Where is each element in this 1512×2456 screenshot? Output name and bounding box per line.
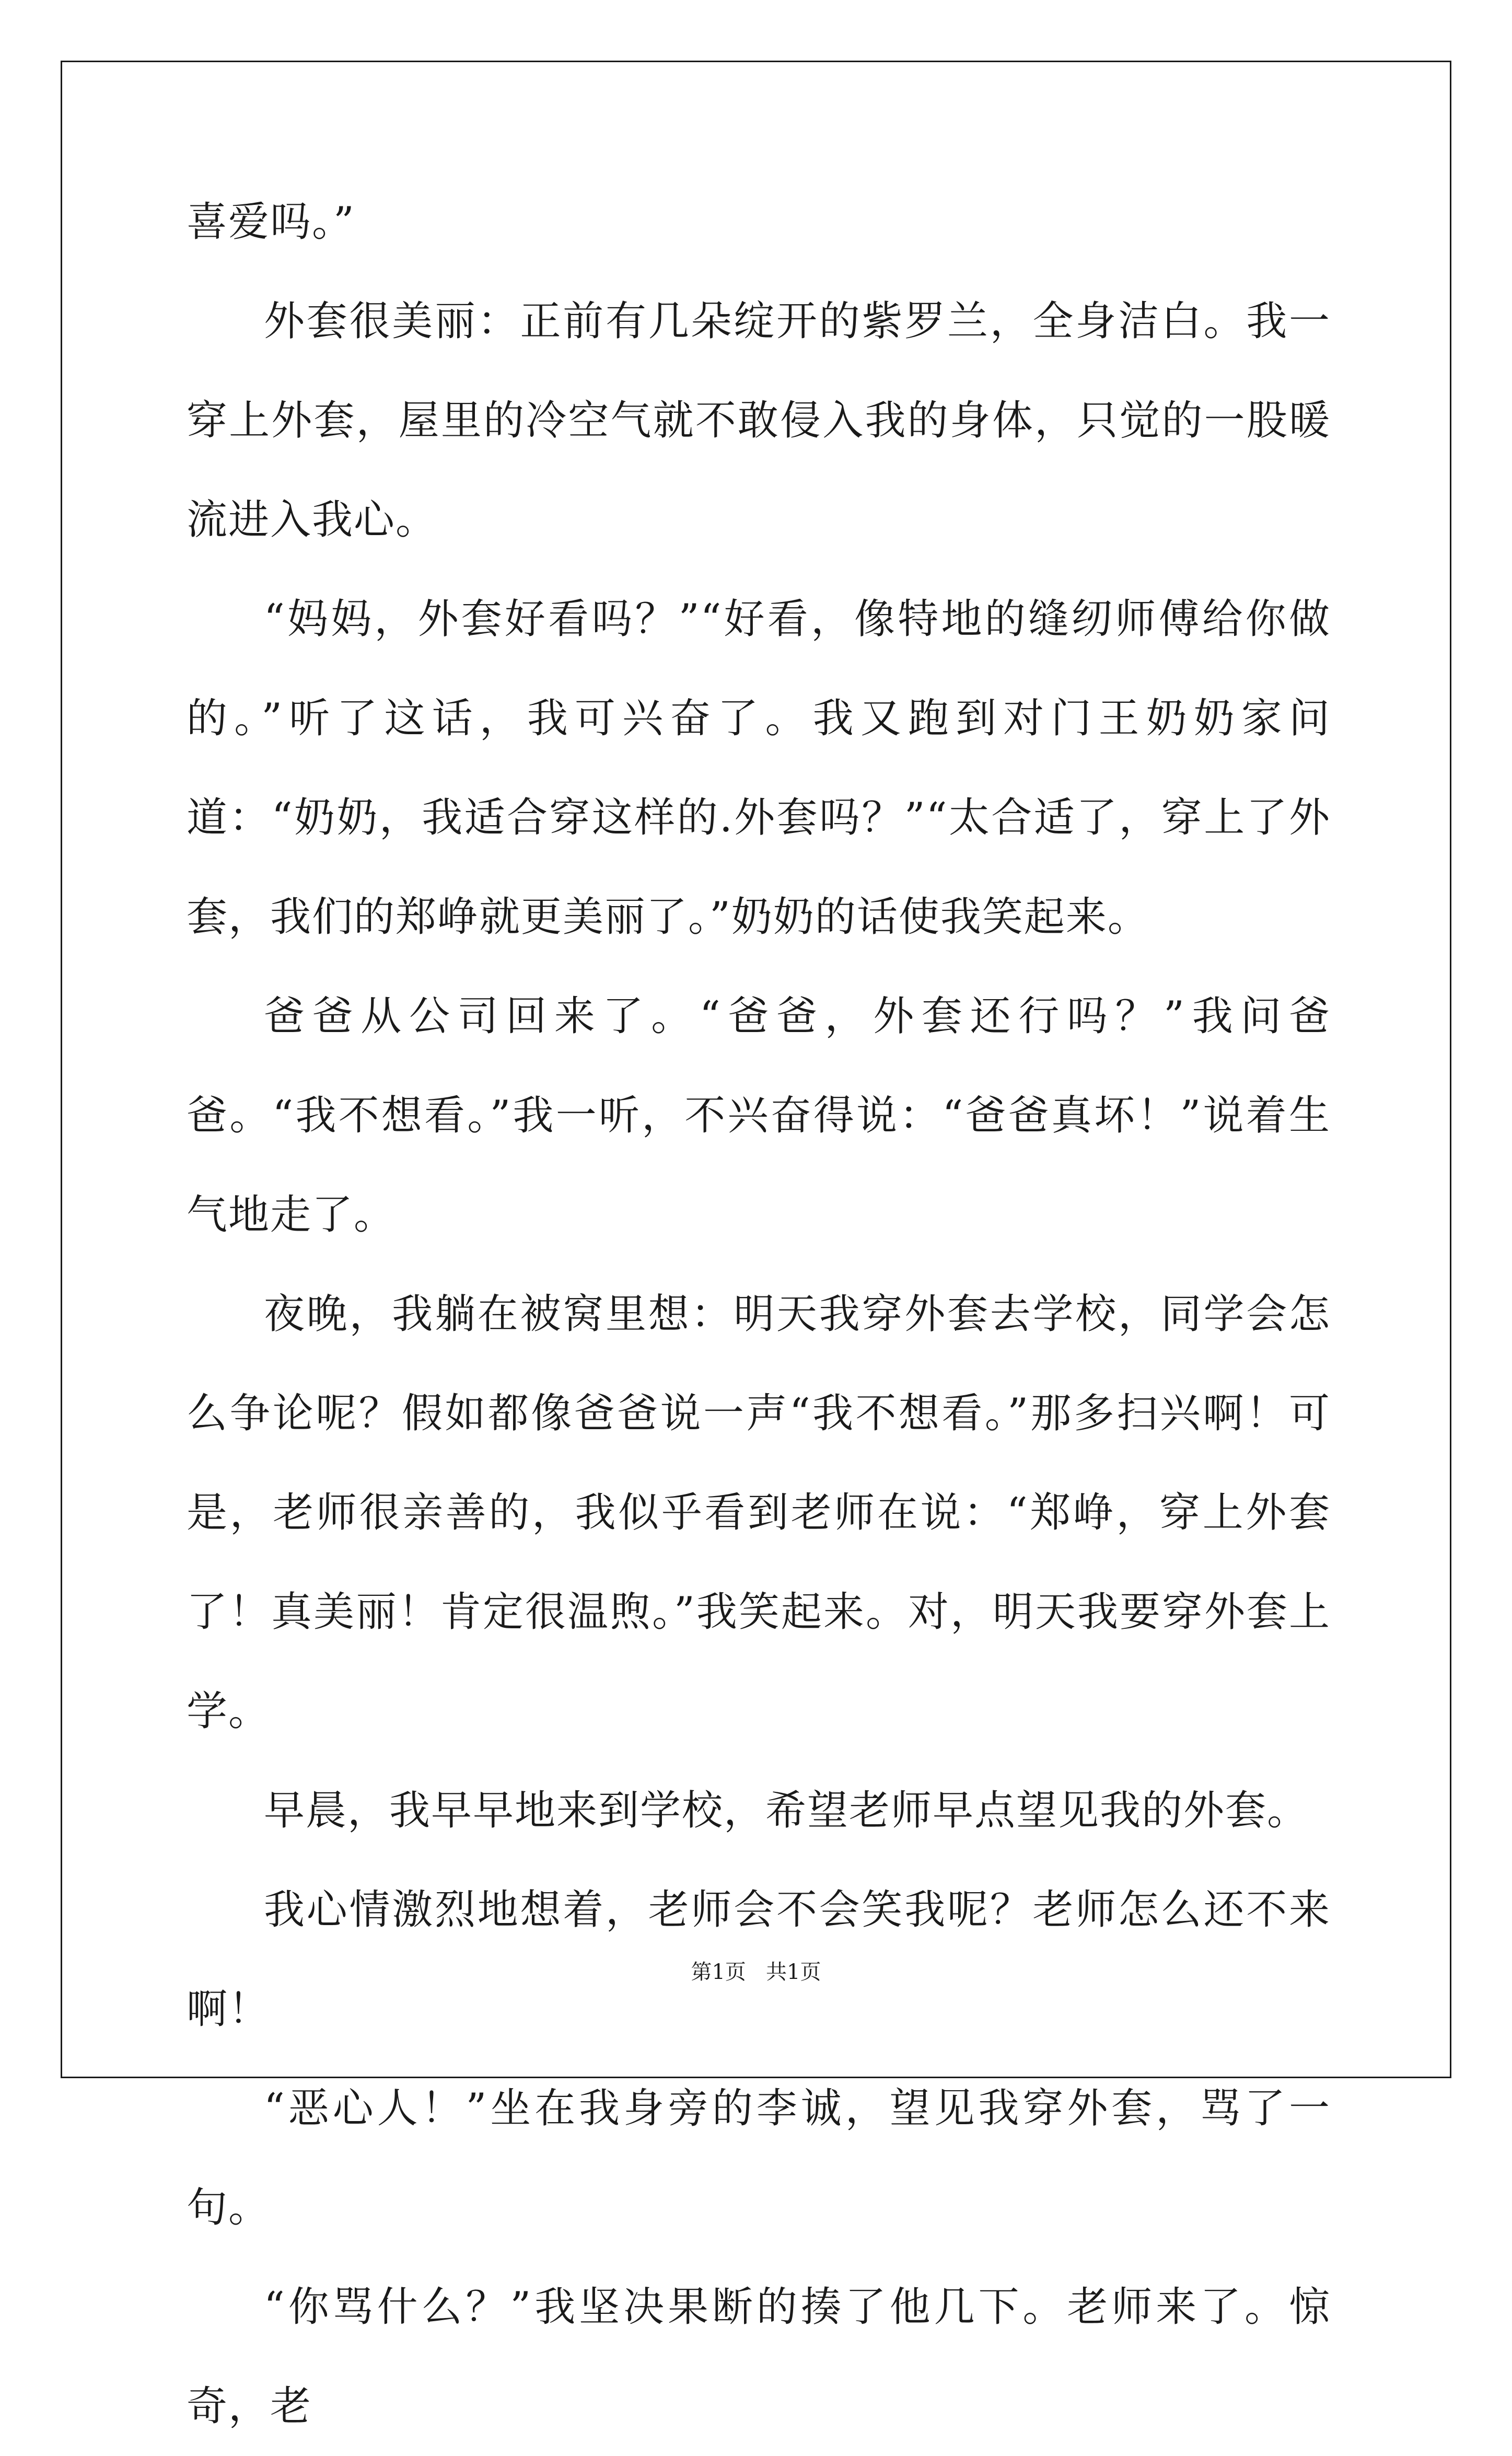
paragraph: 爸爸从公司回来了。“爸爸，外套还行吗？”我问爸爸。“我不想看。”我一听，不兴奋得说：“爸爸真坏！”说着生气地走了。 bbox=[187, 993, 1331, 1238]
document-body bbox=[187, 172, 1331, 2456]
paragraph: “恶心人！”坐在我身旁的李诚，望见我穿外套，骂了一句。 bbox=[187, 2085, 1331, 2231]
paragraph: 喜爱吗。” bbox=[187, 199, 355, 246]
paragraph: 夜晚，我躺在被窝里想：明天我穿外套去学校，同学会怎么争论呢？假如都像爸爸说一声“我不想看。”那多扫兴啊！可是，老师很亲善的，我似乎看到老师在说：“郑峥，穿上外套了！真美丽！肯定很温煦。”我笑起来。对，明天我要穿外套上学。 bbox=[187, 1291, 1331, 1735]
paragraph: 外套很美丽：正前有几朵绽开的紫罗兰，全身洁白。我一穿上外套，屋里的冷空气就不敢侵入我的身体，只觉的一股暖流进入我心。 bbox=[187, 298, 1331, 543]
page-footer: 第1页 共1页 bbox=[691, 1960, 821, 1984]
paragraph: “妈妈，外套好看吗？”“好看，像特地的缝纫师傅给你做的。”听了这话，我可兴奋了。我又跑到对门王奶奶家问道：“奶奶，我适合穿这样的.外套吗？”“太合适了，穿上了外套，我们的郑峥就更美丽了。”奶奶的话使我笑起来。 bbox=[187, 596, 1331, 941]
paragraph: 我心情激烈地想着，老师会不会笑我呢？老师怎么还不来啊！ bbox=[187, 1886, 1331, 2033]
paragraph: “你骂什么？”我坚决果断的揍了他几下。老师来了。惊奇，老 bbox=[187, 2284, 1331, 2430]
paragraph: 早晨，我早早地来到学校，希望老师早点望见我的外套。 bbox=[264, 1787, 1309, 1834]
